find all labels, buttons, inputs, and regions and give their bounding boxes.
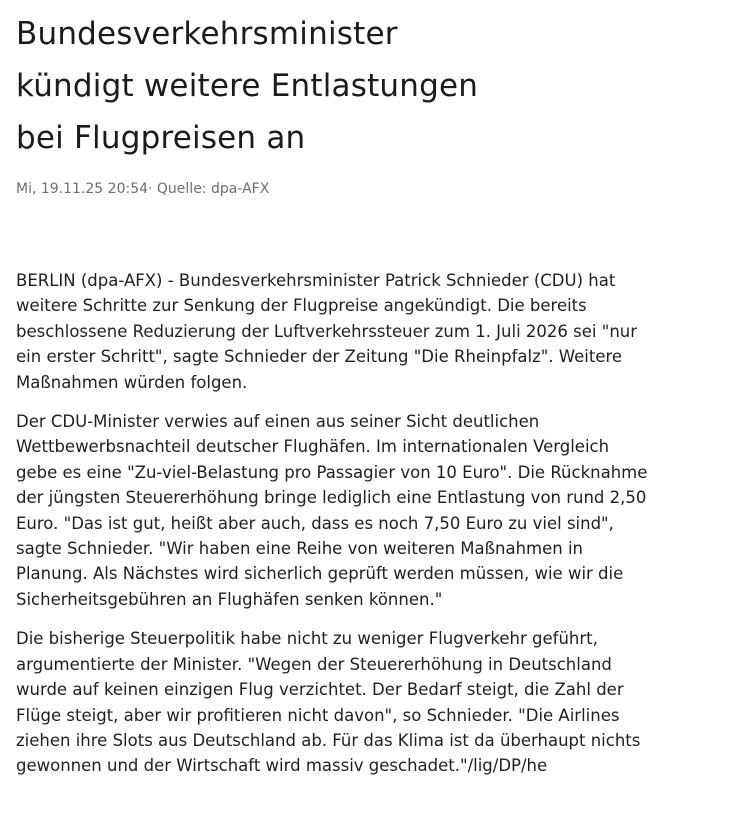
paragraph-line: sagte Schnieder. "Wir haben eine Reihe von weiteren Maßnahmen in <box>16 539 584 559</box>
paragraph-line: Euro. "Das ist gut, heißt aber auch, dass es noch 7,50 Euro zu viel sind", <box>16 513 614 533</box>
paragraph-line: wurde auf keinen einzigen Flug verzichtet. Der Bedarf steigt, die Zahl der <box>16 680 624 700</box>
paragraph-line: Die bisherige Steuerpolitik habe nicht zu weniger Flugverkehr geführt, <box>16 629 598 649</box>
article-meta: Mi, 19.11.25 20:54· Quelle: dpa-AFX <box>16 181 270 197</box>
paragraph-line: weitere Schritte zur Senkung der Flugpreise angekündigt. Die bereits <box>16 296 587 316</box>
paragraph-line: ziehen ihre Slots aus Deutschland ab. Für das Klima ist da überhaupt nichts <box>16 730 641 750</box>
article-body <box>16 268 740 779</box>
article-paragraph <box>16 626 740 778</box>
paragraph-line: BERLIN (dpa-AFX) - Bundesverkehrsminister Patrick Schnieder (CDU) hat <box>16 271 616 290</box>
headline-line: kündigt weitere Entlastungen <box>16 68 479 104</box>
paragraph-line: ein erster Schritt", sagte Schnieder der Zeitung "Die Rheinpfalz". Weitere <box>16 347 623 367</box>
paragraph-line: Sicherheitsgebühren an Flughäfen senken können." <box>16 589 443 609</box>
paragraph-line: der jüngsten Steuererhöhung bringe lediglich eine Entlastung von rund 2,50 <box>16 488 647 508</box>
paragraph-line: beschlossene Reduzierung der Luftverkehrssteuer zum 1. Juli 2026 sei "nur <box>16 321 638 341</box>
paragraph-line: Der CDU-Minister verwies auf einen aus seiner Sicht deutlichen <box>16 412 540 432</box>
paragraph-line: argumentierte der Minister. "Wegen der Steuererhöhung in Deutschland <box>16 654 612 674</box>
paragraph-line: Wettbewerbsnachteil deutscher Flughäfen. Im internationalen Vergleich <box>16 437 610 457</box>
paragraph-line: Flüge steigt, aber wir profitieren nicht davon", so Schnieder. "Die Airlines <box>16 705 620 725</box>
article-paragraph <box>16 268 740 395</box>
paragraph-line: gewonnen und der Wirtschaft wird massiv geschadet."/lig/DP/he <box>16 756 548 776</box>
paragraph-line: Planung. Als Nächstes wird sicherlich geprüft werden müssen, wie wir die <box>16 564 624 584</box>
paragraph-line: Maßnahmen würden folgen. <box>16 372 248 392</box>
headline-line: bei Flugpreisen an <box>16 120 306 156</box>
headline-line: Bundesverkehrsminister <box>16 16 398 52</box>
article-paragraph <box>16 409 740 612</box>
article-headline <box>16 8 740 164</box>
paragraph-line: gebe es eine "Zu-viel-Belastung pro Passagier von 10 Euro". Die Rücknahme <box>16 462 648 482</box>
